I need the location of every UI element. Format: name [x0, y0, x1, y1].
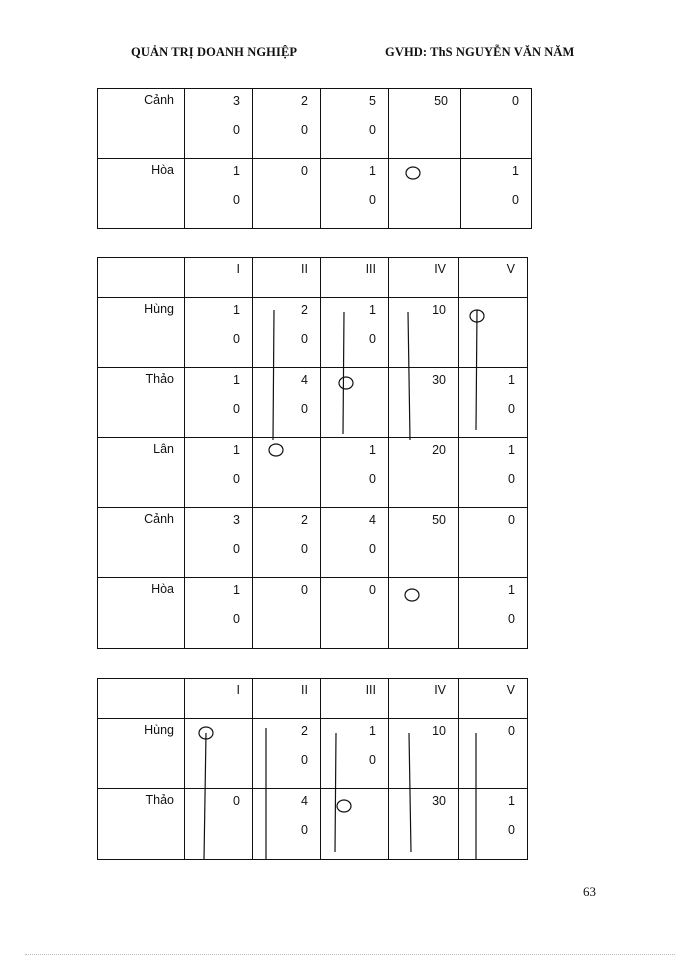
- table-cell: [321, 789, 388, 822]
- cell-digit: 0: [508, 724, 515, 738]
- table-row: [98, 719, 528, 789]
- cell-digit: 1: [369, 164, 376, 178]
- cell-digit: 2: [301, 513, 308, 527]
- cell-digit: 0: [301, 542, 308, 556]
- table-cell-box: [253, 159, 321, 229]
- cell-digit: 50: [434, 94, 448, 108]
- table-cell-box: [321, 298, 389, 368]
- table-cell-box: [185, 298, 253, 368]
- row-name: Hùng: [144, 723, 174, 737]
- table-cell: [459, 368, 527, 417]
- table-cell: [185, 578, 252, 627]
- cell-digit: 4: [301, 794, 308, 808]
- table-cell-box: [185, 89, 253, 159]
- cell-digit: 20: [432, 443, 446, 457]
- cell-digit: [325, 372, 376, 401]
- cell-digit: 3: [233, 94, 240, 108]
- table-cell: [321, 508, 388, 557]
- cell-digit: 0: [369, 193, 376, 207]
- table-cell-box: [459, 508, 528, 578]
- cell-digit: 1: [508, 373, 515, 387]
- row-name: Cảnh: [144, 93, 174, 107]
- cell-digit: 0: [233, 123, 240, 137]
- table-cell: [459, 508, 527, 541]
- table-cell-box: [389, 679, 459, 719]
- table-cell-box: [98, 789, 185, 860]
- table-header-row: [98, 679, 528, 719]
- cell-digit: 0: [301, 164, 308, 178]
- table-cell: [389, 508, 458, 541]
- cell-digit: 2: [301, 94, 308, 108]
- cell-digit: 0: [233, 332, 240, 346]
- table-cell: [389, 789, 458, 822]
- row-name: Cảnh: [144, 512, 174, 526]
- cell-digit: 0: [233, 542, 240, 556]
- table-cell-box: [321, 508, 389, 578]
- cell-digit: 0: [233, 472, 240, 486]
- column-header: II: [301, 262, 308, 276]
- table-cell: [253, 578, 320, 611]
- table-cell: [459, 578, 527, 627]
- table-cell: [98, 679, 184, 683]
- table-cell: [253, 438, 320, 471]
- table-cell-box: [185, 438, 253, 508]
- table-cell-box: [459, 438, 528, 508]
- cell-digit: 0: [508, 823, 515, 837]
- table-cell-box: [389, 159, 461, 229]
- table-cell-box: [389, 298, 459, 368]
- cell-digit: 1: [233, 303, 240, 317]
- table-cell-box: [459, 719, 528, 789]
- cell-digit: 0: [369, 332, 376, 346]
- cell-digit: [393, 163, 448, 192]
- table-cell-box: [389, 508, 459, 578]
- row-name: Hòa: [151, 582, 174, 596]
- table-cell-box: [389, 719, 459, 789]
- table-cell-box: [98, 508, 185, 578]
- table-cell-box: [98, 298, 185, 368]
- table-cell: [321, 719, 388, 768]
- table-cell-box: [253, 258, 321, 298]
- table-cell-box: [321, 679, 389, 719]
- table-cell-box: [461, 89, 532, 159]
- table-cell-box: [185, 159, 253, 229]
- cell-digit: 0: [301, 402, 308, 416]
- table-cell-box: [459, 578, 528, 649]
- table-cell: [253, 298, 320, 347]
- table-cell-box: [389, 578, 459, 649]
- cell-digit: 0: [301, 332, 308, 346]
- table-cell: [253, 719, 320, 768]
- table-row: [98, 508, 528, 578]
- table-cell-box: [459, 258, 528, 298]
- table-cell: [389, 159, 460, 192]
- table-cell-box: [253, 89, 321, 159]
- table-cell-box: [459, 789, 528, 860]
- cell-digit: [393, 582, 446, 611]
- cell-digit: 0: [369, 542, 376, 556]
- cell-digit: 0: [512, 94, 519, 108]
- cell-digit: 1: [508, 443, 515, 457]
- column-header: V: [506, 262, 515, 276]
- cell-digit: 0: [233, 794, 240, 808]
- column-header: I: [236, 262, 240, 276]
- cell-digit: 0: [508, 402, 515, 416]
- table-cell-box: [185, 578, 253, 649]
- column-header: II: [301, 683, 308, 697]
- table-row: [98, 159, 532, 229]
- column-header: V: [506, 683, 515, 697]
- cell-digit: 30: [432, 794, 446, 808]
- table-cell: [253, 789, 320, 838]
- table-cell: [185, 368, 252, 417]
- table-cell-box: [459, 298, 528, 368]
- assignment-table-3: [97, 678, 528, 860]
- table-cell-box: [389, 368, 459, 438]
- table-cell-box: [321, 368, 389, 438]
- table-cell: [389, 438, 458, 471]
- table-cell: [98, 258, 184, 262]
- cell-digit: 0: [508, 472, 515, 486]
- row-name: Hùng: [144, 302, 174, 316]
- table-cell: [461, 159, 531, 208]
- cell-digit: 1: [512, 164, 519, 178]
- table-row: [98, 368, 528, 438]
- table-cell: [459, 298, 527, 331]
- cell-digit: 0: [301, 823, 308, 837]
- table-cell-box: [185, 258, 253, 298]
- table-cell: [321, 578, 388, 611]
- table-cell: [185, 789, 252, 822]
- cell-digit: 1: [369, 303, 376, 317]
- table-row: [98, 438, 528, 508]
- table-cell-box: [98, 578, 185, 649]
- table-header-row: [98, 258, 528, 298]
- table-cell: [253, 508, 320, 557]
- table-cell-box: [185, 679, 253, 719]
- cell-digit: 1: [369, 443, 376, 457]
- table-cell: [321, 438, 388, 487]
- table-cell: [459, 438, 527, 487]
- cell-digit: [189, 723, 240, 752]
- table-cell-box: [253, 679, 321, 719]
- cell-digit: 50: [432, 513, 446, 527]
- table-cell: [185, 89, 252, 138]
- cell-digit: 0: [233, 402, 240, 416]
- table-cell: [253, 368, 320, 417]
- table-cell: [321, 89, 388, 138]
- table-cell-box: [253, 789, 321, 860]
- row-name: Thảo: [145, 372, 174, 386]
- table-cell-box: [98, 159, 185, 229]
- column-header: III: [365, 683, 376, 697]
- page-edge-divider: [25, 954, 675, 955]
- table-cell-box: [185, 719, 253, 789]
- cell-digit: 0: [301, 753, 308, 767]
- cell-digit: 1: [233, 373, 240, 387]
- row-name: Thảo: [145, 793, 174, 807]
- table-cell: [253, 159, 320, 192]
- cell-digit: 10: [432, 724, 446, 738]
- table-cell-box: [98, 368, 185, 438]
- column-header: III: [365, 262, 376, 276]
- table-cell-box: [459, 679, 528, 719]
- assignment-table-1: [97, 88, 532, 229]
- table-cell-box: [461, 159, 532, 229]
- table-cell-box: [321, 89, 389, 159]
- cell-digit: [463, 302, 515, 331]
- cell-digit: 0: [301, 583, 308, 597]
- assignment-table-2: [97, 257, 528, 649]
- row-name: Hòa: [151, 163, 174, 177]
- table-cell-box: [98, 89, 185, 159]
- table-cell: [459, 789, 527, 838]
- table-cell-box: [185, 789, 253, 860]
- cell-digit: 0: [369, 583, 376, 597]
- course-title: QUẢN TRỊ DOANH NGHIỆP: [131, 45, 298, 59]
- cell-digit: 0: [233, 193, 240, 207]
- cell-digit: 1: [369, 724, 376, 738]
- page-number: 63: [583, 884, 596, 899]
- row-name: Lân: [153, 442, 174, 456]
- table-cell: [185, 298, 252, 347]
- instructor-title: GVHD: ThS NGUYỄN VĂN NĂM: [385, 45, 575, 59]
- table-cell-box: [389, 258, 459, 298]
- table-cell: [461, 89, 531, 122]
- cell-digit: [325, 793, 376, 822]
- table-cell: [389, 89, 460, 122]
- table-cell-box: [321, 258, 389, 298]
- table-cell-box: [185, 508, 253, 578]
- cell-digit: 0: [233, 612, 240, 626]
- table-cell-box: [253, 438, 321, 508]
- cell-digit: 0: [369, 123, 376, 137]
- table-cell-box: [389, 89, 461, 159]
- table-cell-box: [459, 368, 528, 438]
- cell-digit: 4: [369, 513, 376, 527]
- table-cell: [185, 159, 252, 208]
- cell-digit: 1: [508, 794, 515, 808]
- table-cell-box: [389, 438, 459, 508]
- table-row: [98, 89, 532, 159]
- table-cell: [253, 89, 320, 138]
- table-cell: [185, 719, 252, 752]
- column-header: IV: [434, 683, 446, 697]
- table-cell: [321, 368, 388, 401]
- table-row: [98, 789, 528, 860]
- cell-digit: 0: [508, 612, 515, 626]
- column-header: IV: [434, 262, 446, 276]
- cell-digit: 10: [432, 303, 446, 317]
- cell-digit: 2: [301, 724, 308, 738]
- table-cell-box: [253, 368, 321, 438]
- table-cell: [185, 508, 252, 557]
- table-cell-box: [321, 719, 389, 789]
- cell-digit: 0: [369, 753, 376, 767]
- table-row: [98, 298, 528, 368]
- table-cell-box: [253, 298, 321, 368]
- cell-digit: 0: [508, 513, 515, 527]
- table-cell: [321, 298, 388, 347]
- column-header: I: [236, 683, 240, 697]
- table-cell-box: [321, 159, 389, 229]
- table-cell: [389, 719, 458, 752]
- cell-digit: 0: [369, 472, 376, 486]
- cell-digit: 3: [233, 513, 240, 527]
- table-cell: [459, 719, 527, 752]
- table-cell-box: [321, 438, 389, 508]
- table-row: [98, 578, 528, 649]
- table-cell: [389, 298, 458, 331]
- cell-digit: 1: [233, 443, 240, 457]
- table-cell-box: [321, 789, 389, 860]
- cell-digit: 0: [301, 123, 308, 137]
- cell-digit: 1: [233, 583, 240, 597]
- table-cell-box: [98, 719, 185, 789]
- table-cell: [389, 368, 458, 401]
- cell-digit: 0: [512, 193, 519, 207]
- table-cell-box: [253, 578, 321, 649]
- cell-digit: 5: [369, 94, 376, 108]
- cell-digit: [257, 442, 308, 471]
- table-cell-box: [185, 368, 253, 438]
- cell-digit: 1: [508, 583, 515, 597]
- table-cell-box: [253, 508, 321, 578]
- table-cell-box: [389, 789, 459, 860]
- cell-digit: 2: [301, 303, 308, 317]
- table-cell: [321, 159, 388, 208]
- table-cell-box: [98, 258, 185, 298]
- table-cell: [185, 438, 252, 487]
- table-cell-box: [98, 679, 185, 719]
- table-cell-box: [253, 719, 321, 789]
- table-cell: [389, 578, 458, 611]
- cell-digit: 1: [233, 164, 240, 178]
- table-cell-box: [321, 578, 389, 649]
- cell-digit: 30: [432, 373, 446, 387]
- table-cell-box: [98, 438, 185, 508]
- cell-digit: 4: [301, 373, 308, 387]
